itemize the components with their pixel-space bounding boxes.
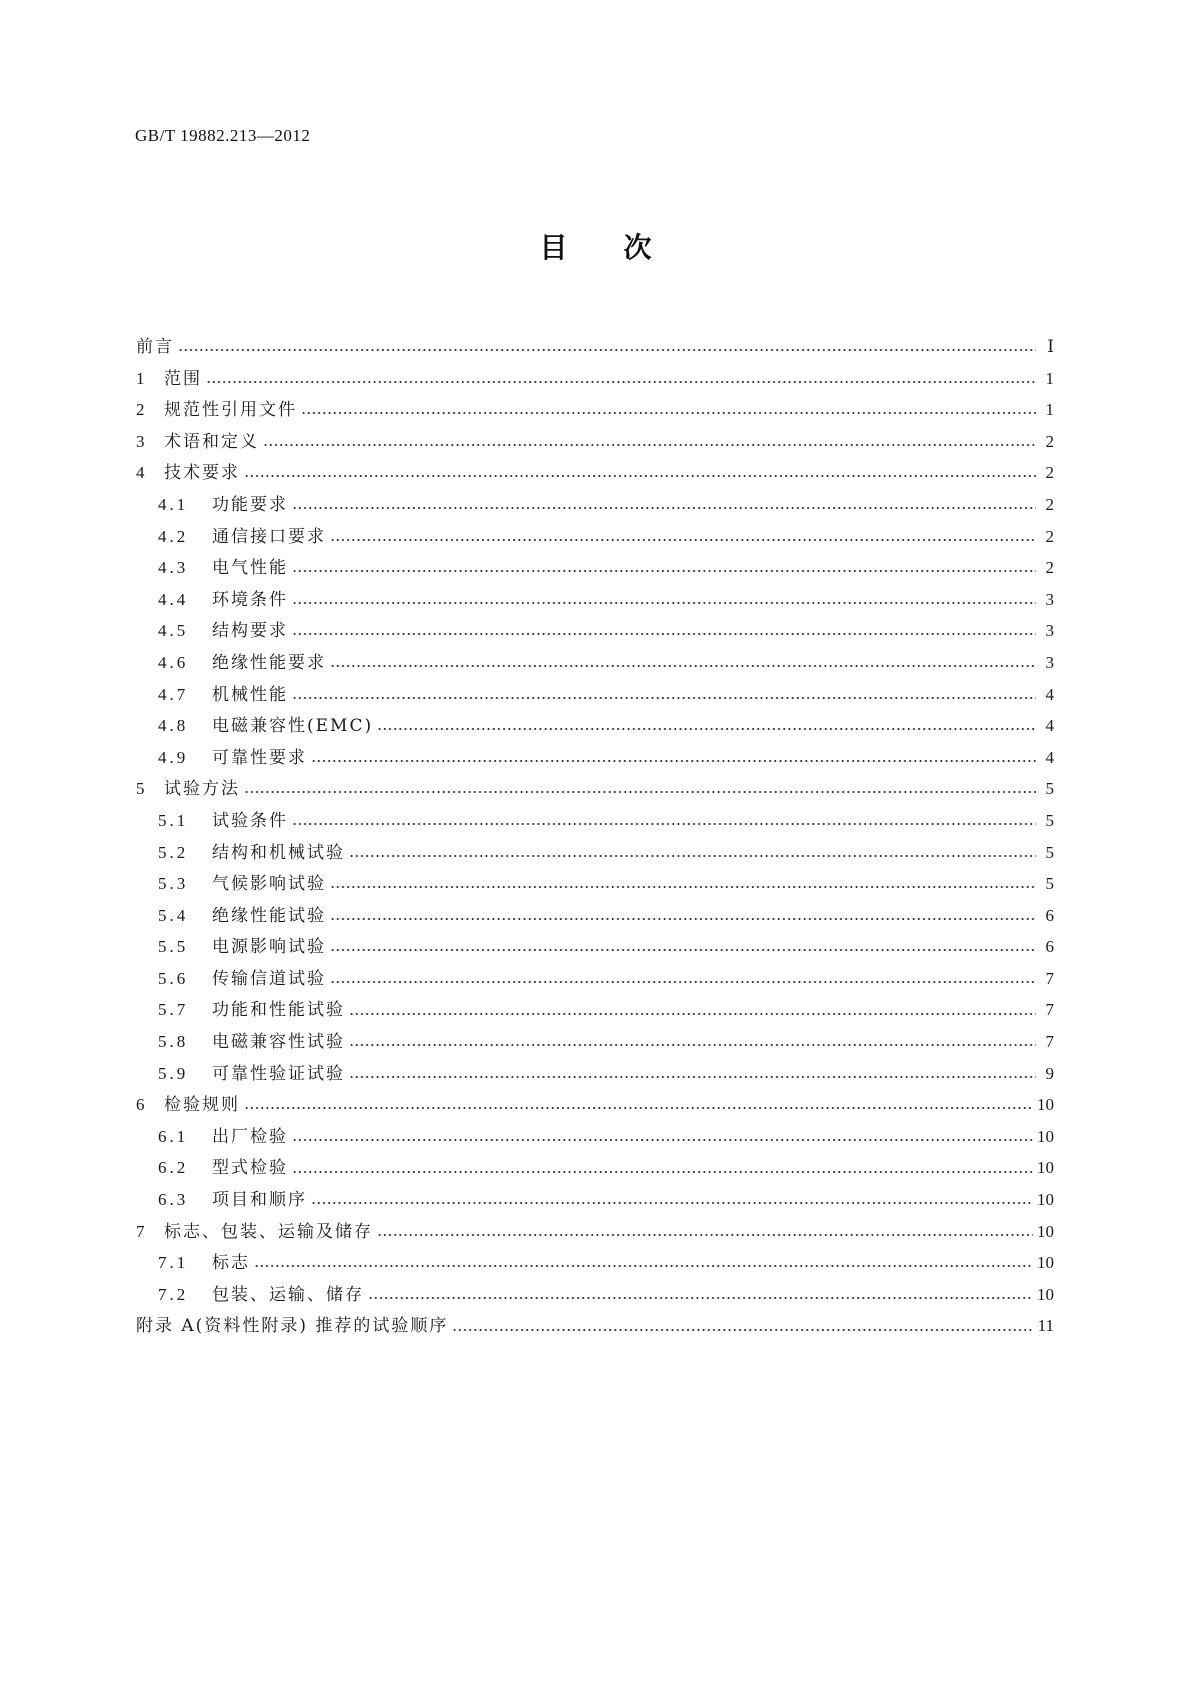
toc-entry[interactable] — [136, 742, 1054, 774]
dot-leader — [292, 1121, 1033, 1153]
toc-entry-page-number: 10 — [1037, 1095, 1054, 1115]
toc-entry[interactable] — [136, 647, 1054, 679]
toc-entry-number: 5.5 — [158, 937, 189, 957]
toc-entry-number: 5.9 — [158, 1063, 189, 1083]
toc-entry-label: 通信接口要求 — [212, 526, 326, 547]
toc-entry-label: 术语和定义 — [164, 431, 259, 452]
toc-entry-label: 结构要求 — [212, 621, 288, 642]
dot-leader — [349, 994, 1036, 1026]
toc-entry-label: 技术要求 — [164, 463, 240, 484]
toc-entry[interactable] — [136, 805, 1054, 837]
toc-entry[interactable] — [136, 1089, 1054, 1121]
toc-entry-page-number: 2 — [1045, 526, 1054, 546]
dot-leader — [292, 679, 1036, 711]
toc-entry-number: 4 — [136, 463, 148, 483]
toc-entry-label: 绝缘性能要求 — [212, 652, 326, 673]
toc-entry-number: 5.6 — [158, 968, 189, 988]
toc-entry-page-number: 5 — [1045, 842, 1054, 862]
page-title: 目次 — [539, 231, 708, 264]
toc-entry-page-number: 5 — [1045, 874, 1054, 894]
toc-entry-label: 试验方法 — [164, 779, 240, 800]
dot-leader — [311, 742, 1036, 774]
toc-entry-page-number: 2 — [1045, 463, 1054, 483]
toc-entry-label: 电磁兼容性(EMC) — [212, 716, 374, 737]
dot-leader — [330, 521, 1036, 553]
toc-entry-page-number: 3 — [1045, 589, 1054, 609]
toc-entry-page-number: 6 — [1045, 937, 1054, 957]
dot-leader — [263, 426, 1036, 458]
toc-entry[interactable] — [136, 679, 1054, 711]
toc-entry-number: 7.1 — [158, 1253, 189, 1273]
dot-leader — [254, 1247, 1033, 1279]
dot-leader — [349, 1026, 1036, 1058]
dot-leader — [330, 963, 1036, 995]
toc-entry[interactable] — [136, 1310, 1054, 1342]
toc-entry-page-number: 10 — [1037, 1253, 1054, 1273]
toc-entry[interactable] — [136, 994, 1054, 1026]
toc-entry[interactable] — [136, 1216, 1054, 1248]
toc-entry-label: 项目和顺序 — [212, 1190, 307, 1211]
toc-entry-page-number: 5 — [1045, 779, 1054, 799]
toc-entry[interactable] — [136, 773, 1054, 805]
dot-leader — [330, 868, 1036, 900]
toc-entry-page-number: 10 — [1037, 1158, 1054, 1178]
toc-entry-number: 4.8 — [158, 716, 189, 736]
toc-entry[interactable] — [136, 615, 1054, 647]
toc-entry-label: 试验条件 — [212, 810, 288, 831]
toc-entry-page-number: 2 — [1045, 431, 1054, 451]
toc-entry-number: 6.2 — [158, 1158, 189, 1178]
toc-entry-label: 电气性能 — [212, 558, 288, 579]
toc-entry-number: 3 — [136, 431, 148, 451]
toc-entry-page-number: 9 — [1045, 1063, 1054, 1083]
toc-entry-label: 范围 — [164, 368, 202, 389]
dot-leader — [301, 394, 1036, 426]
table-of-contents — [136, 331, 1054, 1342]
toc-entry-number: 5.3 — [158, 874, 189, 894]
toc-entry-page-number: 3 — [1045, 652, 1054, 672]
toc-entry-page-number: 6 — [1045, 905, 1054, 925]
toc-entry-label: 气候影响试验 — [212, 874, 326, 895]
toc-entry-number: 4.4 — [158, 589, 189, 609]
dot-leader — [349, 837, 1036, 869]
dot-leader — [244, 457, 1036, 489]
toc-entry[interactable] — [136, 1152, 1054, 1184]
toc-entry[interactable] — [136, 552, 1054, 584]
dot-leader — [292, 1152, 1033, 1184]
toc-entry-number: 4.9 — [158, 747, 189, 767]
toc-entry-label: 出厂检验 — [212, 1126, 288, 1147]
toc-entry[interactable] — [136, 1058, 1054, 1090]
toc-entry-page-number: 5 — [1045, 810, 1054, 830]
toc-entry[interactable] — [136, 963, 1054, 995]
toc-entry-page-number: 4 — [1045, 747, 1054, 767]
toc-entry-label: 标志 — [212, 1253, 250, 1274]
dot-leader — [244, 1089, 1033, 1121]
toc-entry-label: 功能和性能试验 — [212, 1000, 345, 1021]
toc-entry-number: 4.1 — [158, 494, 189, 514]
toc-entry[interactable] — [136, 363, 1054, 395]
dot-leader — [206, 363, 1036, 395]
toc-entry-label: 电磁兼容性试验 — [212, 1032, 345, 1053]
dot-leader — [452, 1310, 1033, 1342]
toc-entry-label: 规范性引用文件 — [164, 400, 297, 421]
toc-entry-number: 7 — [136, 1221, 148, 1241]
toc-entry-page-number: 10 — [1037, 1284, 1054, 1304]
toc-entry-label: 前言 — [136, 337, 174, 357]
dot-leader — [244, 773, 1036, 805]
toc-entry-number: 7.2 — [158, 1284, 189, 1304]
document-code: GB/T 19882.213—2012 — [135, 126, 311, 145]
toc-entry[interactable] — [136, 1121, 1054, 1153]
toc-entry-page-number: 4 — [1045, 684, 1054, 704]
dot-leader — [377, 710, 1036, 742]
toc-entry[interactable] — [136, 710, 1054, 742]
toc-entry[interactable] — [136, 837, 1054, 869]
toc-entry-number: 5 — [136, 779, 148, 799]
toc-entry-page-number: 11 — [1037, 1316, 1054, 1336]
toc-entry-label: 结构和机械试验 — [212, 842, 345, 863]
dot-leader — [178, 331, 1036, 363]
toc-entry[interactable] — [136, 1247, 1054, 1279]
toc-entry-page-number: 7 — [1045, 1000, 1054, 1020]
toc-entry[interactable] — [136, 489, 1054, 521]
toc-entry-label: 型式检验 — [212, 1158, 288, 1179]
toc-entry[interactable] — [136, 1279, 1054, 1311]
dot-leader — [292, 805, 1036, 837]
dot-leader — [330, 931, 1036, 963]
toc-entry-label: 功能要求 — [212, 494, 288, 515]
toc-entry[interactable] — [136, 584, 1054, 616]
toc-entry[interactable] — [136, 457, 1054, 489]
dot-leader — [368, 1279, 1033, 1311]
toc-entry[interactable] — [136, 1184, 1054, 1216]
toc-entry[interactable] — [136, 868, 1054, 900]
toc-entry-number: 6.1 — [158, 1126, 189, 1146]
toc-entry[interactable] — [136, 394, 1054, 426]
toc-entry-number: 2 — [136, 400, 148, 420]
toc-entry-number: 4.7 — [158, 684, 189, 704]
toc-entry-number: 6.3 — [158, 1190, 189, 1210]
toc-entry-page-number: 1 — [1045, 400, 1054, 420]
toc-entry-page-number: 3 — [1045, 621, 1054, 641]
toc-entry[interactable] — [136, 900, 1054, 932]
toc-entry-number: 5.8 — [158, 1032, 189, 1052]
toc-entry[interactable] — [136, 331, 1054, 363]
dot-leader — [292, 584, 1036, 616]
toc-entry[interactable] — [136, 931, 1054, 963]
toc-entry-page-number: 7 — [1045, 968, 1054, 988]
dot-leader — [292, 552, 1036, 584]
toc-entry-page-number: Ⅰ — [1047, 337, 1054, 356]
toc-entry-number: 4.3 — [158, 558, 189, 578]
toc-entry[interactable] — [136, 1026, 1054, 1058]
toc-entry-number: 5.4 — [158, 905, 189, 925]
toc-entry-page-number: 7 — [1045, 1032, 1054, 1052]
toc-entry-number: 4.6 — [158, 652, 189, 672]
dot-leader — [292, 489, 1036, 521]
toc-entry-label: 绝缘性能试验 — [212, 905, 326, 926]
toc-entry-page-number: 10 — [1037, 1126, 1054, 1146]
toc-entry-number: 1 — [136, 368, 148, 388]
toc-entry-page-number: 4 — [1045, 716, 1054, 736]
toc-entry-page-number: 10 — [1037, 1190, 1054, 1210]
dot-leader — [330, 647, 1036, 679]
toc-entry[interactable] — [136, 426, 1054, 458]
toc-entry-label: 传输信道试验 — [212, 968, 326, 989]
toc-entry-label: 可靠性要求 — [212, 747, 307, 768]
toc-entry-number: 6 — [136, 1095, 148, 1115]
toc-entry-page-number: 2 — [1045, 494, 1054, 514]
toc-entry-page-number: 10 — [1037, 1221, 1054, 1241]
toc-entry-number: 4.5 — [158, 621, 189, 641]
toc-entry-label: 附录 A(资料性附录) 推荐的试验顺序 — [136, 1316, 449, 1337]
dot-leader — [330, 900, 1036, 932]
toc-entry-label: 电源影响试验 — [212, 937, 326, 958]
toc-entry-page-number: 1 — [1045, 368, 1054, 388]
toc-entry-number: 5.7 — [158, 1000, 189, 1020]
toc-entry-number: 5.1 — [158, 810, 189, 830]
toc-entry-label: 包装、运输、储存 — [212, 1284, 364, 1305]
toc-entry-label: 环境条件 — [212, 589, 288, 610]
dot-leader — [292, 615, 1036, 647]
toc-entry-label: 标志、包装、运输及储存 — [164, 1221, 373, 1242]
toc-entry-number: 5.2 — [158, 842, 189, 862]
toc-entry[interactable] — [136, 521, 1054, 553]
toc-entry-label: 可靠性验证试验 — [212, 1063, 345, 1084]
dot-leader — [349, 1058, 1036, 1090]
toc-entry-page-number: 2 — [1045, 558, 1054, 578]
toc-entry-label: 机械性能 — [212, 684, 288, 705]
dot-leader — [311, 1184, 1033, 1216]
toc-entry-number: 4.2 — [158, 526, 189, 546]
toc-entry-label: 检验规则 — [164, 1095, 240, 1116]
dot-leader — [377, 1216, 1033, 1248]
